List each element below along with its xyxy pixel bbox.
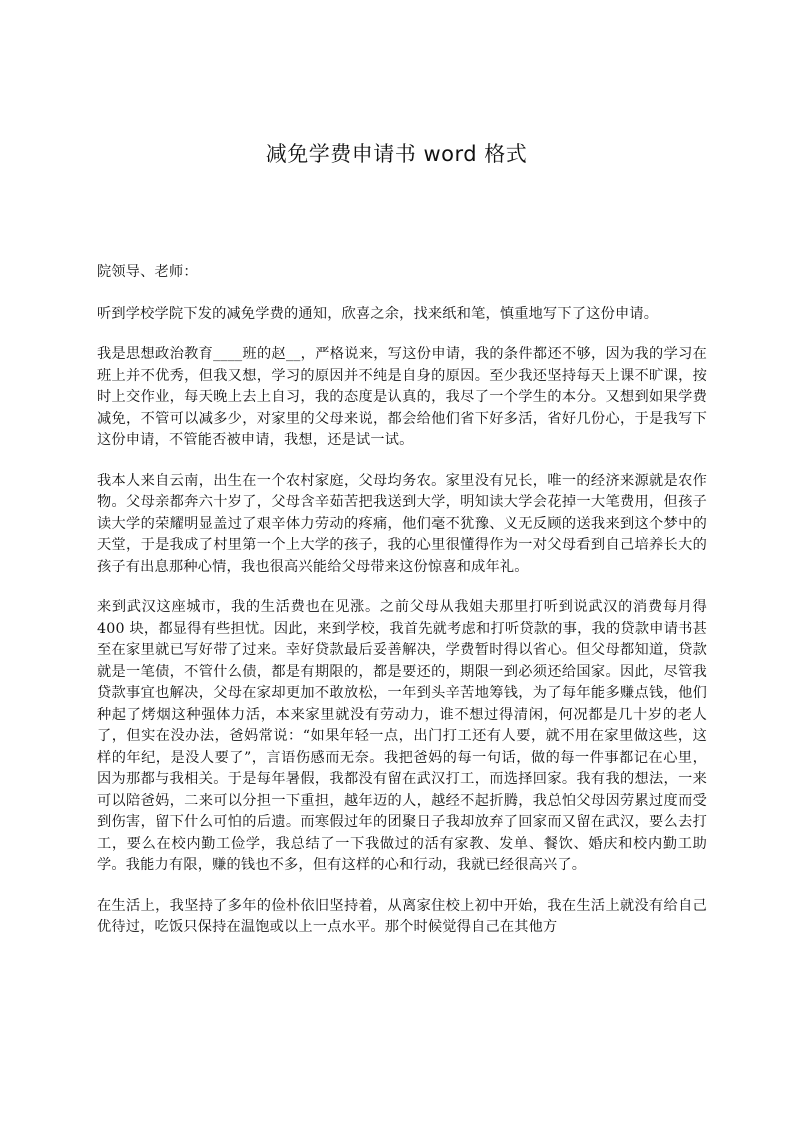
salutation: 院领导、老师：: [97, 264, 198, 280]
document-title: 减免学费申请书 word 格式: [265, 142, 528, 166]
paragraph-self-intro: 我是思想政治教育____班的赵__，严格说来，写这份申请，我的条件都还不够，因为我的学习在班上并不优秀，但我又想，学习的原因并不纯是自身的原因。至少我还坚持每天上课不旷课，按时上交作业，每天晚上去上自习，我的态度是认真的，我尽了一个学生的本分。又想到如果学费减免，不管可以减多少，对家里的父母来说，都会给他们省下好多活，省好几份心，于是我写下这份申请，不管能否被申请，我想，还是试一试。: [97, 346, 707, 448]
paragraph-family-background: 我本人来自云南，出生在一个农村家庭，父母均务农。家里没有兄长，唯一的经济来源就是农作物。父母亲都奔六十岁了，父母含辛茹苦把我送到大学，明知读大学会花掉一大笔费用，但孩子读大学的荣耀明显盖过了艰辛体力劳动的疼痛，他们毫不犹豫、义无反顾的送我来到这个梦中的天堂，于是我成了村里第一个上大学的孩子，我的心里很懂得作为一对父母看到自己培养长大的孩子有出息那种心情，我也很高兴能给父母带来这份惊喜和成年礼。: [97, 472, 707, 575]
document-body: [97, 262, 707, 958]
paragraph-notice: 听到学校学院下发的减免学费的通知，欣喜之余，找来纸和笔，慎重地写下了这份申请。: [97, 305, 659, 322]
paragraph-living-costs: 来到武汉这座城市，我的生活费也在见涨。之前父母从我姐夫那里打听到说武汉的消费每月得 400 块，都显得有些担忧。因此，来到学校，我首先就考虑和打听贷款的事，我的贷款申请书甚至在家里就已写好带了过来。幸好贷款最后妥善解决，学费暂时得以省心。但父母都知道，贷款就是一笔债，不管什么债，都是有期限的，都是要还的，期限一到必须还给国家。因此，尽管我贷款事宜也解决，父母在家却更加不敢放松，一年到头辛苦地筹钱，为了每年能多赚点钱，他们种起了烤烟这种强体力活，本来家里就没有劳动力，谁不想过得清闲，何况都是几十岁的老人了，但实在没办法，爸妈常说：“如果年轻一点，出门打工还有人要，就不用在家里做这些，这样的年纪，是没人要了”，言语伤感而无奈。我把爸妈的每一句话，做的每一件事都记在心里，因为那都与我相关。于是每年暑假，我都没有留在武汉打工，而选择回家。我有我的想法，一来可以陪爸妈，二来可以分担一下重担，越年迈的人，越经不起折腾，我总怕父母因劳累过度而受到伤害，留下什么可怕的后遗。而寒假过年的团聚日子我却放弃了回家而又留在武汉，要么去打工，要么在校内勤工俭学，我总结了一下我做过的活有家教、发单、餐饮、婚庆和校内勤工助学。我能力有限，赚的钱也不多，但有这样的心和行动，我就已经很高兴了。: [97, 599, 707, 873]
paragraph-frugal-life: 在生活上，我坚持了多年的俭朴依旧坚持着，从离家住校上初中开始，我在生活上就没有给自己优待过，吃饭只保持在温饱或以上一点水平。那个时候觉得自己在其他方: [97, 897, 707, 935]
